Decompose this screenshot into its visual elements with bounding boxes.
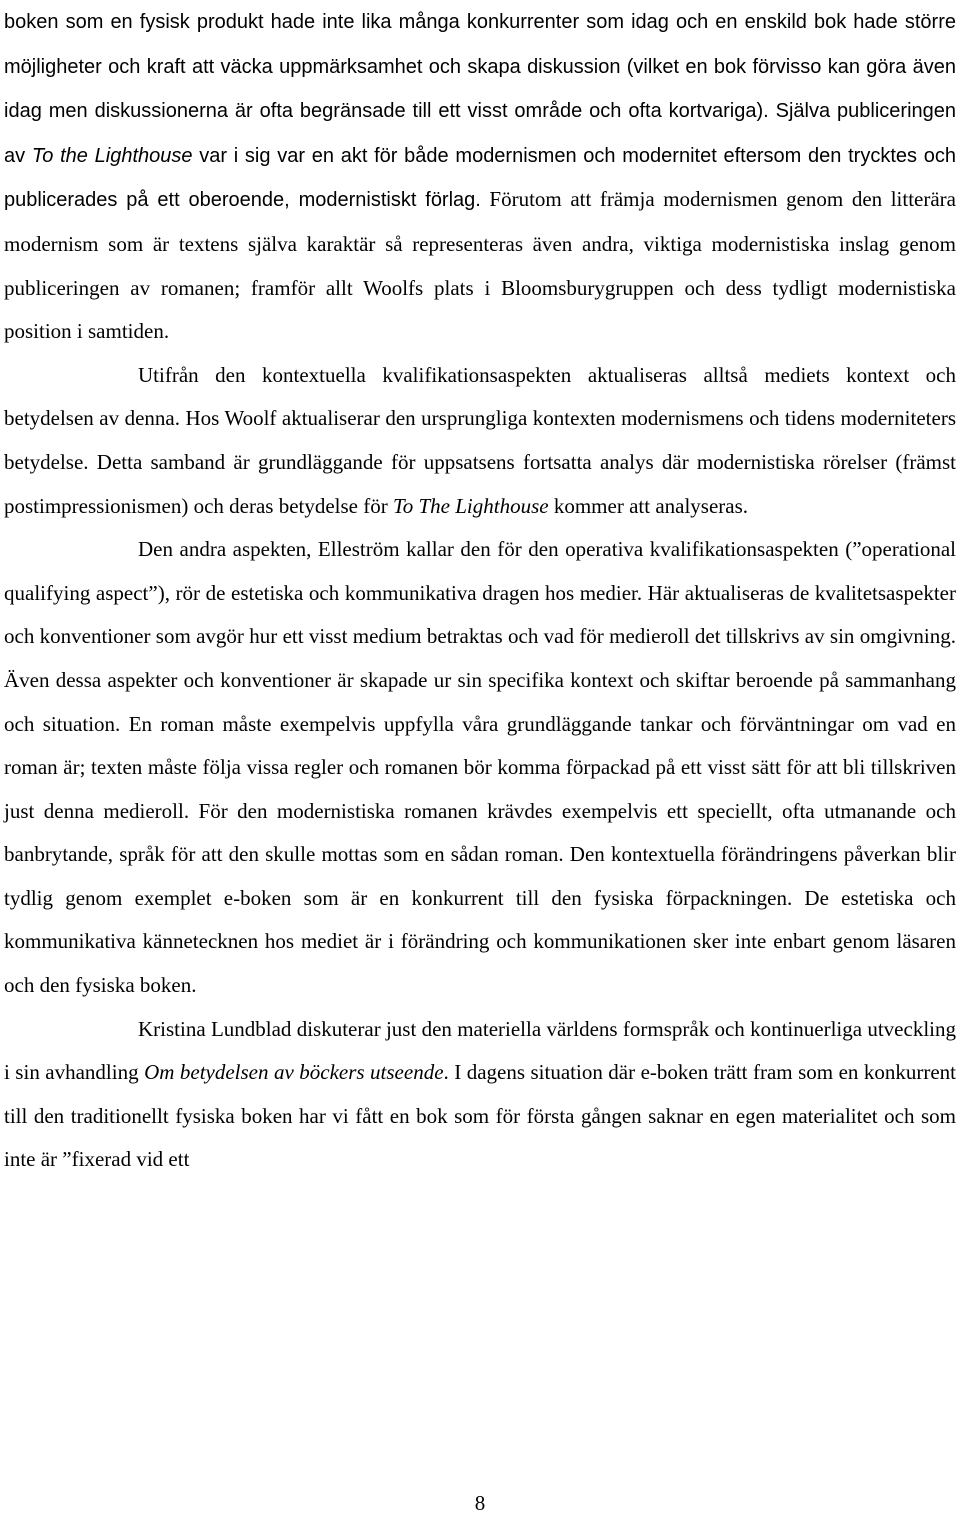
paragraph-3-text: Den andra aspekten, Elleström kallar den för den operativa kvalifikationsaspekten (”operational qualifying aspect”), rör de estetiska och kommunikativa dragen hos medier. Här aktualiseras de kvalitetsaspekter och konventioner som avgör hur ett visst medium betraktas och vad för medieroll det tillskrivs av sin omgivning. Även dessa aspekter och konventioner är skapade ur sin specifika kontext och skiftar beroende på sammanhang och situation. En roman måste exempelvis uppfylla våra grundläggande tankar och förväntningar om vad en roman är; texten måste följa vissa regler och romanen bör komma förpackad på ett visst sätt för att bli tillskriven just denna medieroll. För den modernistiska romanen krävdes exempelvis ett speciellt, ofta utmanande och banbrytande, språk för att den skulle mottas som en sådan roman. Den kontextuella förändringens påverkan blir tydlig genom exemplet e-boken som är en konkurrent till den fysiska förpackningen. De estetiska och kommunikativa kännetecknen hos mediet är i förändring och kommunikationen sker inte enbart genom läsaren och den fysiska boken. bbox=[4, 537, 956, 998]
body-text bbox=[4, 0, 956, 1182]
paragraph-1-sentence-2b: var i sig var en akt för både modernismen och modernitet eftersom den trycktes och publicerades på ett oberoende, modernistiskt förlag. bbox=[4, 144, 957, 212]
book-title-om-betydelsen: Om betydelsen av böckers utseende bbox=[144, 1060, 444, 1085]
paragraph-1-sentence-2a: Själva publiceringen av bbox=[4, 100, 957, 167]
book-title-to-the-lighthouse: To the Lighthouse bbox=[31, 144, 193, 167]
paragraph-1 bbox=[4, 0, 956, 354]
paragraph-1-sentence-3: Förutom att främja modernismen genom den litterära modernism som är textens själva karaktär så representeras även andra, viktiga modernistiska inslag genom publiceringen av romanen; framför allt Woolfs plats i Bloomsburygruppen och dess tydligt modernistiska position i samtiden. bbox=[4, 187, 956, 344]
book-title-to-the-lighthouse-2: To The Lighthouse bbox=[393, 493, 549, 518]
paragraph-2-text-a: Utifrån den kontextuella kvalifikationsaspekten aktualiseras alltså mediets kontext och betydelsen av denna. Hos Woolf aktualiserar den ursprungliga kontexten modernismens och tidens moderniteters betydelse. Detta samband är grundläggande för uppsatsens fortsatta analys där modernistiska rörelser (främst postimpressionismen) och deras betydelse för bbox=[4, 362, 956, 518]
paragraph-4 bbox=[4, 1008, 956, 1182]
page-number: 8 bbox=[474, 1491, 486, 1515]
paragraph-4-text-a: Kristina Lundblad diskuterar just den materiella världens formspråk och kontinuerliga utveckling i sin avhandling bbox=[4, 1016, 956, 1085]
paragraph-1-sentence-1: boken som en fysisk produkt hade inte lika många konkurrenter som idag och en enskild bok hade större möjligheter och kraft att väcka uppmärksamhet och skapa diskussion (vilket en bok förvisso kan göra även idag men diskussionerna är ofta begränsade till ett visst område och ofta kortvariga). bbox=[4, 11, 956, 123]
paragraph-3 bbox=[4, 528, 956, 1008]
paragraph-4-text-b: . I dagens situation där e-boken trätt fram som en konkurrent till den traditionellt fysiska boken har vi fått en bok som för första gången saknar en egen materialitet och som inte är ”fixerad vid ett bbox=[4, 1060, 957, 1172]
paragraph-2-text-b: kommer att analyseras. bbox=[548, 493, 749, 518]
paragraph-2 bbox=[4, 354, 956, 528]
